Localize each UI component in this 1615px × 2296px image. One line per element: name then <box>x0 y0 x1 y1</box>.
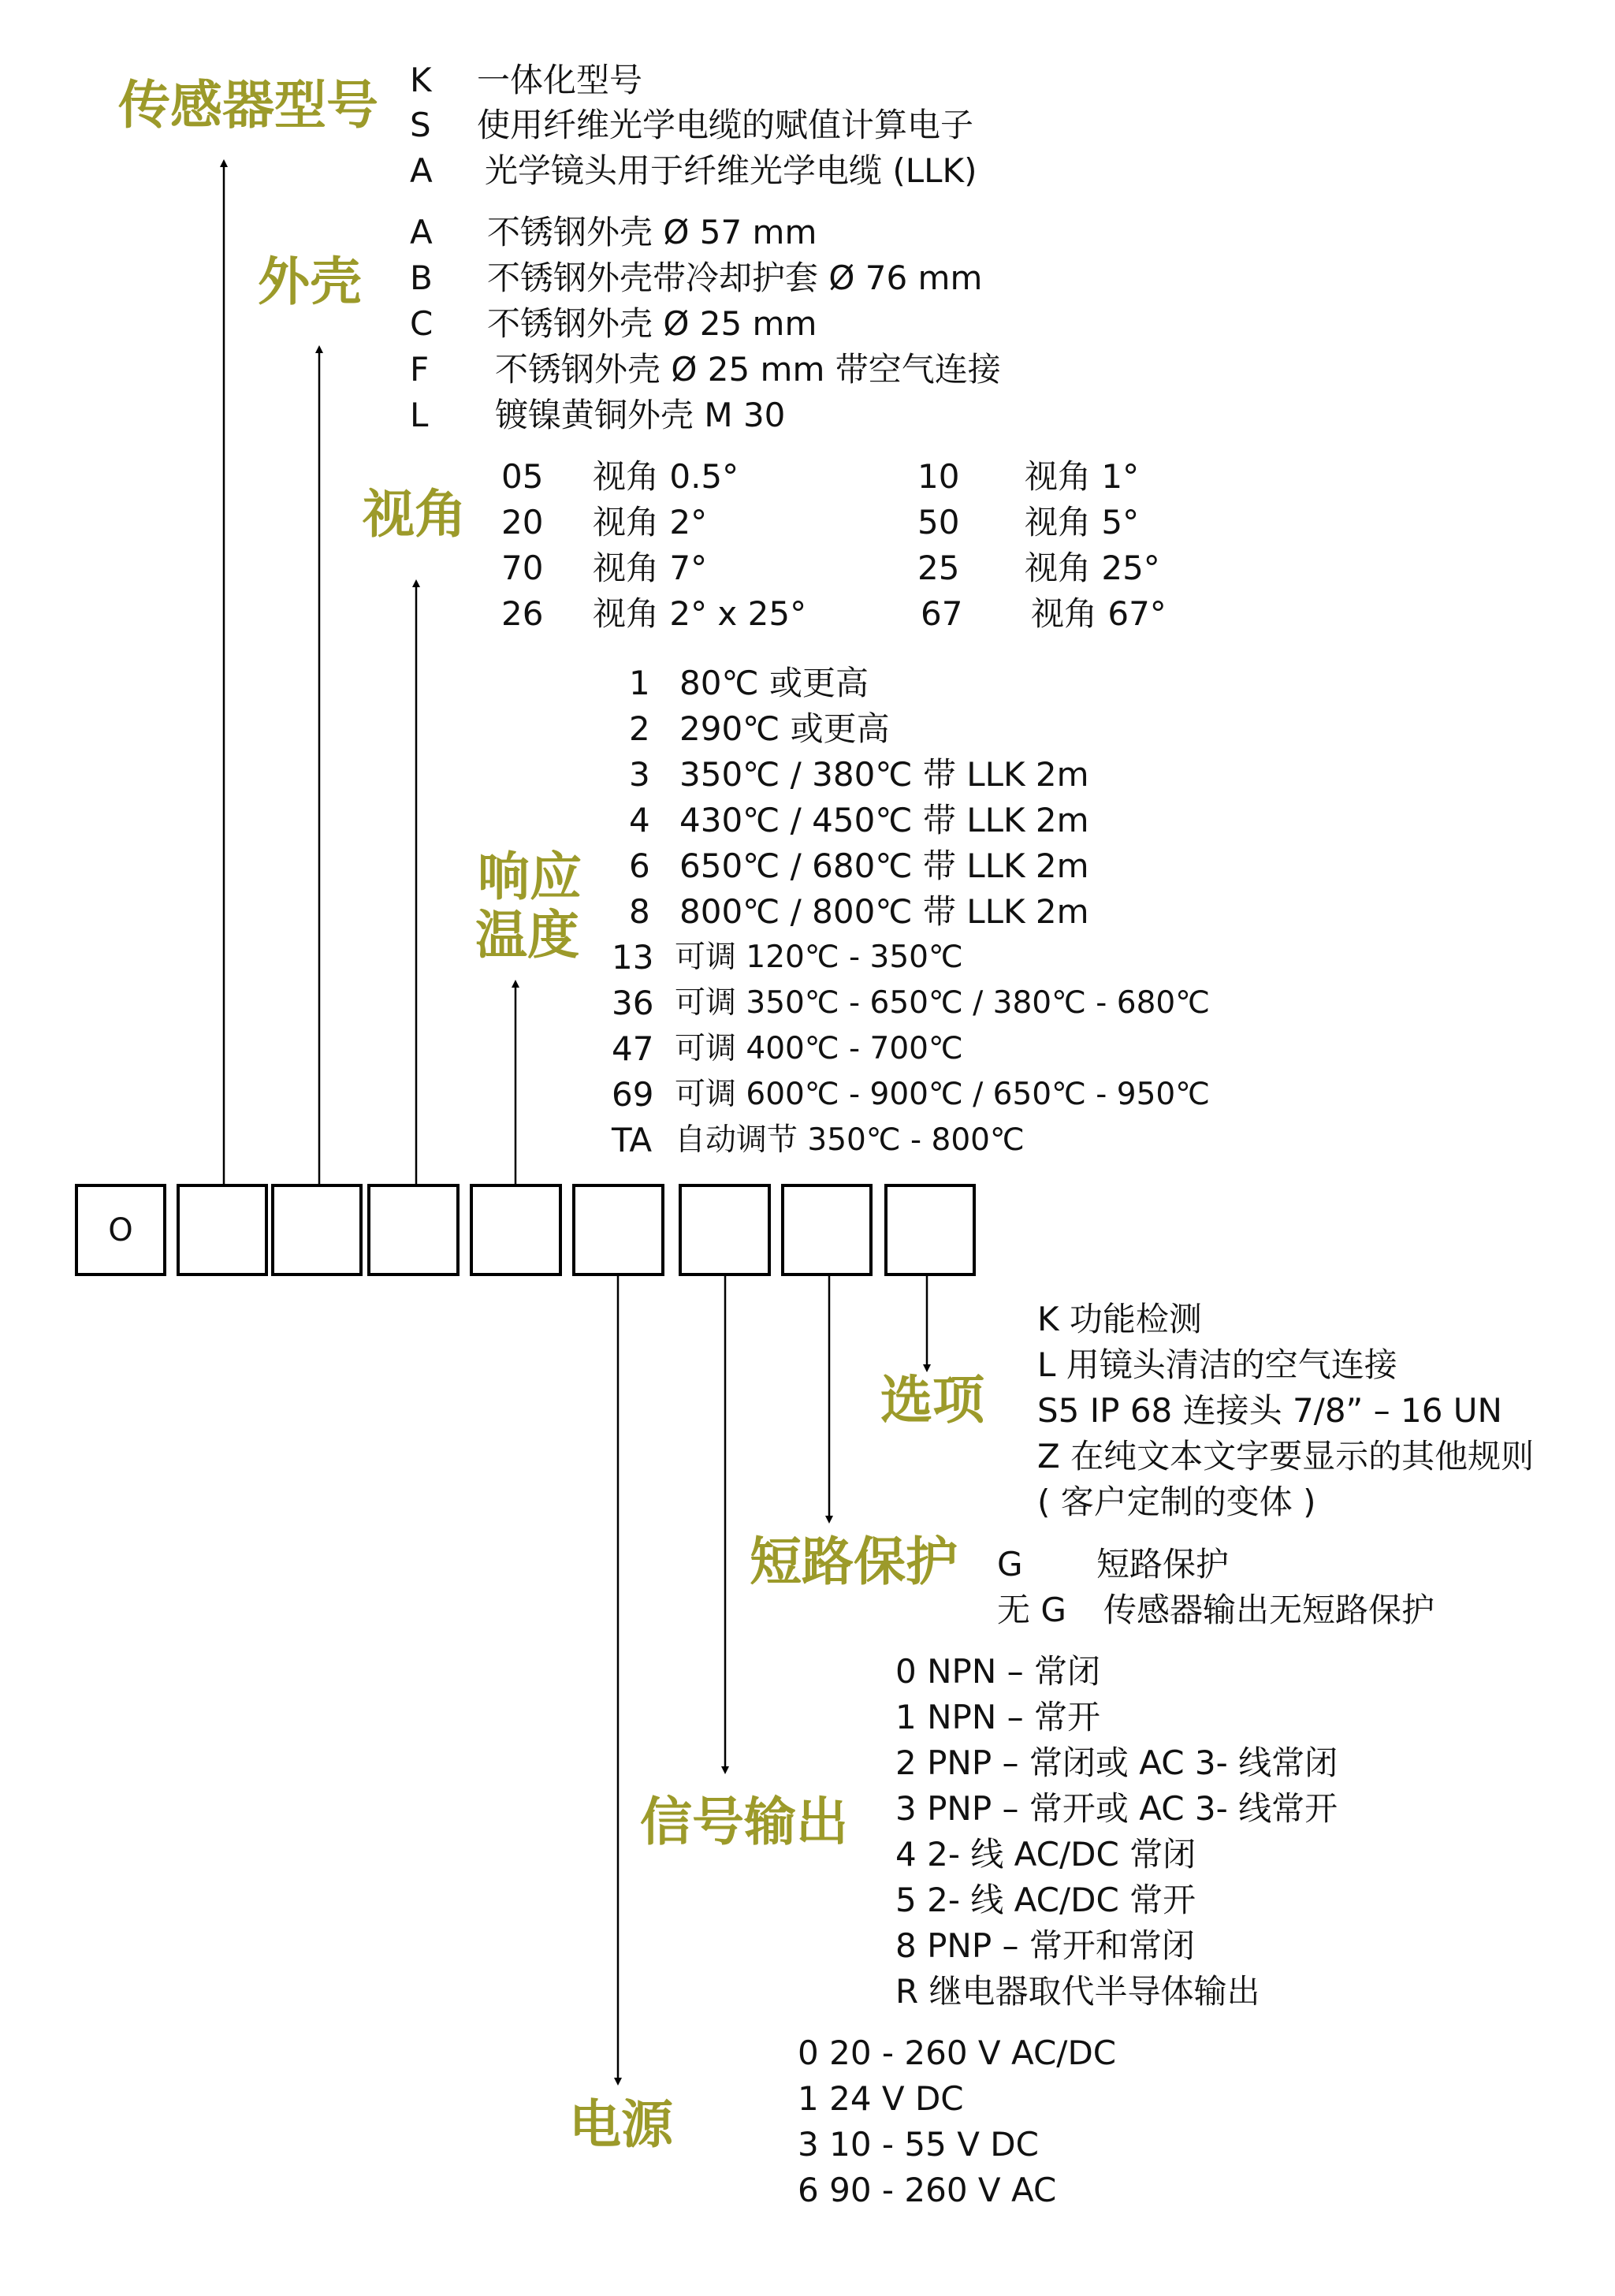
response-temp-desc: 290℃ 或更高 <box>679 709 890 748</box>
response-temp-code: 2 <box>629 709 650 748</box>
code-box-short-circuit <box>781 1184 873 1276</box>
short-circuit-code: 无 G <box>997 1591 1066 1629</box>
code-box-response-temp <box>470 1184 562 1276</box>
response-temp-code: 1 <box>629 664 650 702</box>
housing-desc: 不锈钢外壳 Ø 25 mm 带空气连接 <box>495 350 1001 389</box>
housing-desc: 不锈钢外壳 Ø 57 mm <box>487 213 817 251</box>
housing-desc: 镀镍黄铜外壳 M 30 <box>495 396 786 434</box>
housing-code: C <box>410 304 434 343</box>
view-angle-desc: 视角 5° <box>1025 503 1140 541</box>
housing-code: L <box>410 396 429 434</box>
response-temp-desc: 可调 120℃ - 350℃ <box>675 940 963 975</box>
sensor-model-desc: 一体化型号 <box>477 61 643 99</box>
response-temp-code: 13 <box>612 938 654 977</box>
short-circuit-code: G <box>997 1545 1023 1583</box>
signal-output-item: 0 NPN – 常闭 <box>895 1652 1100 1691</box>
sensor-model-desc: 光学镜头用于纤维光学电缆 (LLK) <box>485 151 977 190</box>
sensor-model-desc: 使用纤维光学电缆的赋值计算电子 <box>477 106 974 144</box>
signal-output-item: 1 NPN – 常开 <box>895 1698 1100 1736</box>
housing-desc: 不锈钢外壳 Ø 25 mm <box>487 304 817 343</box>
view-angle-desc: 视角 2° <box>593 503 708 541</box>
view-angle-code: 26 <box>501 594 544 633</box>
view-angle-code: 70 <box>501 549 544 587</box>
view-angle-code: 67 <box>921 594 963 633</box>
housing-label: 外壳 <box>258 251 362 312</box>
code-box-view-angle <box>367 1184 460 1276</box>
power-label: 电源 <box>569 2093 673 2155</box>
power-item: 1 24 V DC <box>798 2079 964 2118</box>
response-temp-code: 47 <box>612 1029 654 1068</box>
power-item: 0 20 - 260 V AC/DC <box>798 2034 1117 2072</box>
response-temp-desc: 80℃ 或更高 <box>679 664 869 702</box>
response-temp-desc: 430℃ / 450℃ 带 LLK 2m <box>679 801 1089 839</box>
signal-output-item: 4 2- 线 AC/DC 常闭 <box>895 1835 1196 1874</box>
sensor-model-code: K <box>410 61 432 99</box>
options-item: L 用镜头清洁的空气连接 <box>1037 1345 1397 1384</box>
view-angle-desc: 视角 1° <box>1025 457 1140 496</box>
power-item: 3 10 - 55 V DC <box>798 2125 1039 2164</box>
response-temp-desc: 650℃ / 680℃ 带 LLK 2m <box>679 847 1089 885</box>
response-temp-code: 6 <box>629 847 650 885</box>
response-temp-code: 69 <box>612 1075 654 1114</box>
signal-output-item: 2 PNP – 常闭或 AC 3- 线常闭 <box>895 1743 1338 1782</box>
response-temp-code: 4 <box>629 801 650 839</box>
view-angle-code: 25 <box>917 549 960 587</box>
response-temp-code: 3 <box>629 755 650 794</box>
view-angle-desc: 视角 0.5° <box>593 457 739 496</box>
view-angle-code: 05 <box>501 457 544 496</box>
options-note: ( 客户定制的变体 ) <box>1037 1483 1316 1521</box>
options-item: K 功能检测 <box>1037 1300 1202 1338</box>
sensor-model-code: S <box>410 106 431 144</box>
code-box-signal-output <box>679 1184 771 1276</box>
response-temp-code: 8 <box>629 892 650 931</box>
view-angle-code: 10 <box>917 457 960 496</box>
sensor-model-code: A <box>410 151 433 190</box>
response-temp-desc: 可调 350℃ - 650℃ / 380℃ - 680℃ <box>675 985 1211 1021</box>
response-temp-desc: 可调 400℃ - 700℃ <box>675 1031 963 1066</box>
signal-output-item: 3 PNP – 常开或 AC 3- 线常开 <box>895 1789 1338 1828</box>
response-temp-desc: 自动调节 350℃ - 800℃ <box>675 1122 1025 1158</box>
signal-output-item: 5 2- 线 AC/DC 常开 <box>895 1881 1196 1919</box>
response-temp-code: TA <box>612 1121 653 1159</box>
signal-output-item: 8 PNP – 常开和常闭 <box>895 1926 1195 1965</box>
view-angle-desc: 视角 2° x 25° <box>593 594 807 633</box>
options-label: 选项 <box>880 1369 984 1431</box>
signal-output-item: R 继电器取代半导体输出 <box>895 1972 1260 2011</box>
short-circuit-desc: 短路保护 <box>1096 1545 1230 1583</box>
view-angle-label: 视角 <box>363 483 467 545</box>
response-temp-label: 温度 <box>475 904 579 966</box>
view-angle-desc: 视角 67° <box>1031 594 1167 633</box>
options-item: S5 IP 68 连接头 7/8” – 16 UN <box>1037 1391 1502 1430</box>
code-box-power <box>572 1184 664 1276</box>
housing-code: F <box>410 350 430 389</box>
response-temp-desc: 800℃ / 800℃ 带 LLK 2m <box>679 892 1089 931</box>
view-angle-desc: 视角 7° <box>593 549 708 587</box>
code-box-housing <box>271 1184 363 1276</box>
options-item: Z 在纯文本文字要显示的其他规则 <box>1037 1437 1535 1475</box>
housing-code: A <box>410 213 433 251</box>
short-circuit-label: 短路保护 <box>750 1531 958 1592</box>
signal-output-label: 信号输出 <box>640 1791 848 1852</box>
response-temp-desc: 可调 600℃ - 900℃ / 650℃ - 950℃ <box>675 1077 1211 1112</box>
housing-code: B <box>410 259 433 297</box>
short-circuit-desc: 传感器输出无短路保护 <box>1103 1591 1435 1629</box>
view-angle-code: 20 <box>501 503 544 541</box>
code-box-prefix: O <box>75 1184 166 1276</box>
view-angle-desc: 视角 25° <box>1025 549 1160 587</box>
code-box-options <box>884 1184 976 1276</box>
response-temp-label: 响应 <box>478 846 582 907</box>
sensor-model-label: 传感器型号 <box>118 74 378 136</box>
view-angle-code: 50 <box>917 503 960 541</box>
housing-desc: 不锈钢外壳带冷却护套 Ø 76 mm <box>487 259 983 297</box>
response-temp-code: 36 <box>612 984 654 1022</box>
power-item: 6 90 - 260 V AC <box>798 2171 1057 2209</box>
response-temp-desc: 350℃ / 380℃ 带 LLK 2m <box>679 755 1089 794</box>
code-box-sensor-model <box>177 1184 268 1276</box>
